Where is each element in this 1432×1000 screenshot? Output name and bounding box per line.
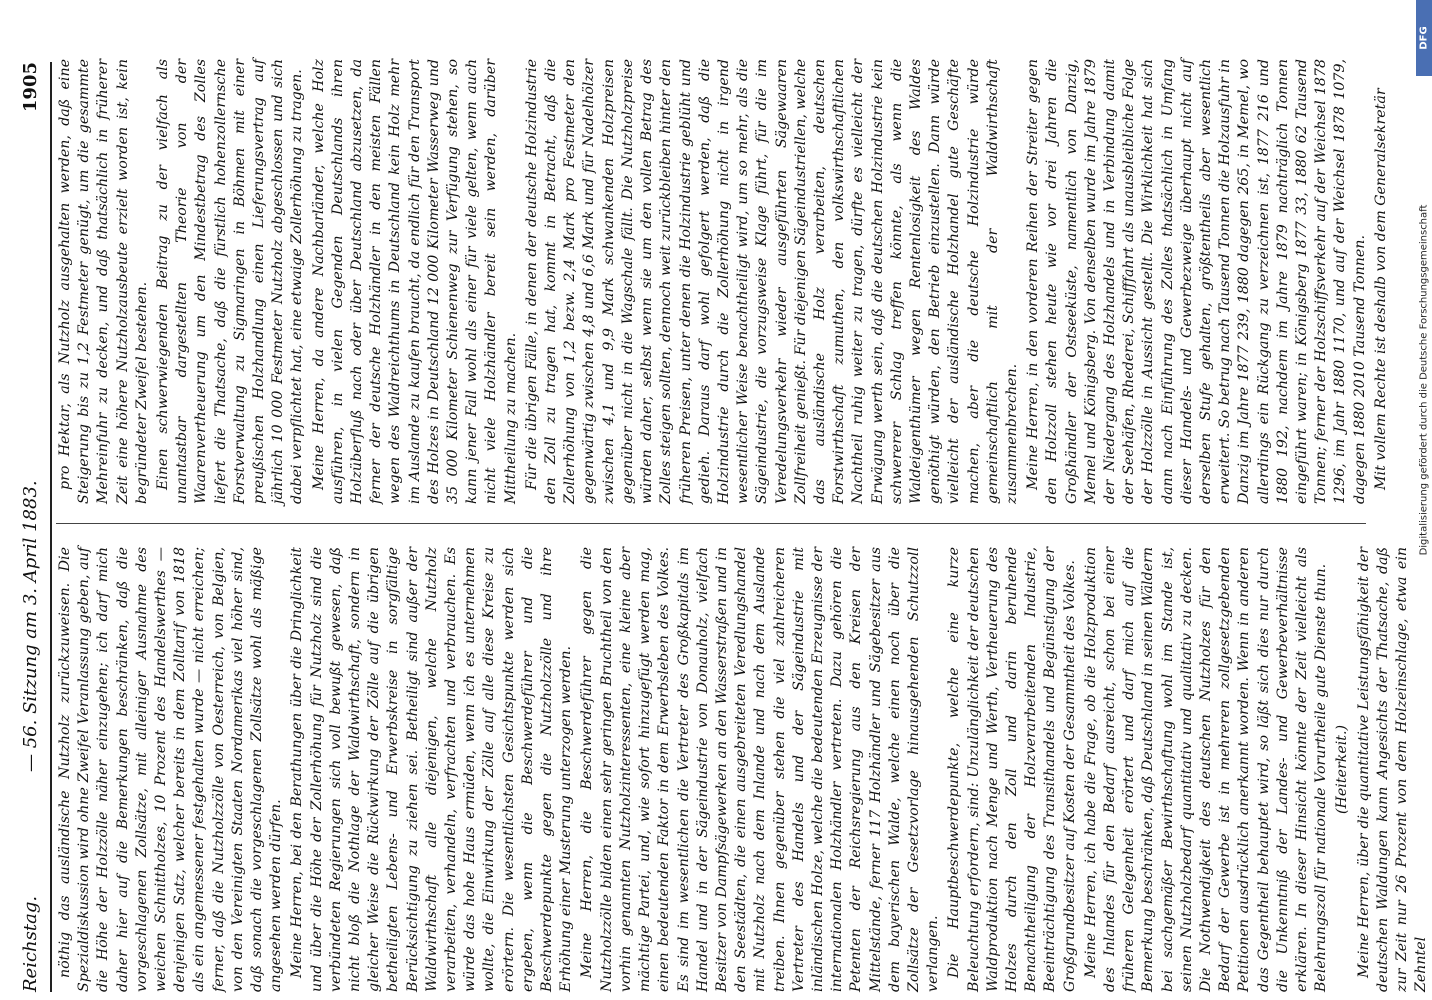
funding-note: [1416, 80, 1432, 680]
paragraph: Meine Herren, bei den Berathungen über die Dringlichkeit und über die Höhe der Zollerhöhung für Nutzholz sind die verbündeten Regierungen sich voll bewußt gewesen, daß nicht bloß die Nothlage der Waldwirthschaft, sondern in gleicher Weise die Rückwirkung der Zölle auf die übrigen betheiligten Lebens- und Erwerbskreise in sorgfältige Berücksichtigung zu ziehen sei. Betheiligt sind außer der Waldwirthschaft alle diejenigen, welche Nutzholz verarbeiten, verhandeln, verfrachten und verbrauchen. Es würde das hohe Haus ermüden, wenn ich es unternehmen wollte, die Einwirkung der Zölle auf alle diese Kreise zu erörtern. Die wesentlichsten Gesichtspunkte werden sich ergeben, wenn die Beschwerdeführer und die Beschwerdepunkte gegen die Nutzholzzölle und ihre Erhöhung einer Musterung unterzogen werden.: [289, 547, 575, 992]
paragraph: nöthig das ausländische Nutzholz zurückzuweisen. Die Spezialdiskussion wird ohne Zweifel Veranlassung geben, auf die Höhe der Holzzölle näher einzugehen; ich darf mich daher hier auf die Bemerkungen beschränken, daß die vorgeschlagenen Zollsätze, mit alleiniger Ausnahme des weichen Schnittholzes, 10 Prozent des Handelswerthes — denjenigen Satz, welcher bereits in dem Zolltarif von 1818 als ein angemessener festgehalten wurde — nicht erreichen; ferner, daß die Nutzholzzölle von Oesterreich, von Belgien, von den Vereinigten Staaten Nordamerikas viel höher sind, daß sonach die vorgeschlagenen Zollsätze wohl als mäßige angesehen werden dürfen.: [57, 547, 285, 992]
text-column-right: [56, 59, 1389, 504]
page-number: 1905: [20, 62, 41, 113]
paragraph: Meine Herren, da andere Nachbarländer, welche Holz ausführen, in vielen Gegenden Deutschlands ihren Holzüberfluß nach oder über Deutschland abzusetzen, da ferner der deutsche Holzhändler in den meisten Fällen wegen des Waldreichthums in Deutschland kein Holz mehr im Auslande zu kaufen braucht, da endlich für den Transport des Holzes in Deutschland 12 000 Kilometer Wasserweg und 35 000 Kilometer Schienenweg zur Verfügung stehen, so kann jener Fall wohl als einer für viele gelten, wenn auch nicht viele Holzhändler bereit sein werden, darüber Mittheilung zu machen.: [310, 59, 519, 504]
interjection: (Heiterkeit.): [1334, 725, 1351, 814]
text-column-left: [56, 547, 1430, 992]
column-divider: [56, 523, 1366, 524]
paragraph: Meine Herren, ich habe die Frage, ob die Holzproduktion des Inlandes für den Bedarf ausreicht, schon bei einer früheren Gelegenheit erörtert und darf mich auf die Bemerkung beschränken, daß Deutschland in seinen Wäldern bei sachgemäßer Bewirthschaftung wohl im Stande ist, seinen Nutzholzbedarf quantitativ und qualitativ zu decken. Die Nothwendigkeit des deutschen Nutzholzes für den Bedarf der Gewerbe ist in mehreren zollgesetzgebenden Petitionen ausdrücklich anerkannt worden. Wenn in anderen das Gegentheil behauptet wird, so läßt sich dies nur durch die Unkenntniß der Landes- und Gewerbeverhältnisse erklären. In dieser Hinsicht könnte der Zeit vielleicht als Belehrungszoll für nationale Vorurtheile gute Dienste thun.: [1082, 547, 1330, 992]
paragraph: Meine Herren, die Beschwerdeführer gegen die Nutzholzzölle bilden einen sehr geringen Bruchtheil von den vorhin genannten Nutzholzinteressenten, eine kleine aber mächtige Partei, und, wie sofort hinzugefügt werden mag, einen bedeutenden Faktor in dem Erwerbsleben des Volkes. Es sind im wesentlichen die Vertreter des Großkapitals im Handel und in der Sägeindustrie von Donauholz, vielfach Besitzer von Dampfsägewerken an den Wasserstraßen und in den Seestädten, die einen ausgebreiteten Veredlungshandel mit Nutzholz nach dem Inlande und nach dem Auslande treiben. Ihnen gegenüber stehen die viel zahlreicheren Vertreter des Handels und der Sägeindustrie mit inländischen Holze, welche die bedeutenden Erzeugnisse der internationalen Holzhändler vertreten. Dazu gehören die Petenten der Reichsregierung aus den Kreisen der Mittelstände, ferner 117 Holzhändler und Sägebesitzer aus dem bayerischen Walde, welche einen noch über die Zollsätze der Gesetzvorlage hinausgehenden Schutzzoll verlangen.: [579, 547, 942, 992]
paragraph: Für die übrigen Fälle, in denen der deutsche Holzindustrie den Zoll zu tragen hat, kommt in Betracht, daß die Zollerhöhung von 1,2 bezw. 2,4 Mark pro Festmeter den gegenwärtig zwischen 4,8 und 6,6 Mark und für Nadelhölzer zwischen 4,1 und 9,9 Mark schwankenden Holzpreisen gegenüber nicht in die Wagschale fällt. Die Nutzholzpreise würden daher, selbst wenn sie um den vollen Betrag des Zolles steigen sollten, dennoch weit zurückbleiben hinter den früheren Preisen, unter denen die Holzindustrie geblüht und gedieh. Daraus darf wohl gefolgert werden, daß die Holzindustrie durch die Zollerhöhung nicht in irgend wesentlicher Weise benachtheiligt wird, um so mehr, als die Sägeindustrie, die vorzugsweise Klage führt, für die im Veredelungsverkehr wieder ausgeführten Sägewaaren Zollfreiheit genießt. Für diejenigen Sägeindustriellen, welche das ausländische Holz verarbeiten, deutschen Forstwirthschaft zumuthen, den volkswirthschaftlichen Nachtheil ruhig weiter zu tragen, dürfte es vielleicht der Erwägung werth sein, daß die deutschen Holzindustrie kein schwererer Schlag treffen könnte, als wenn die Waldeigenthümer wegen Rentenlosigkeit des Waldes genöthigt würden, den Betrieb einzustellen. Dann würde vielleicht der ausländische Holzhandel gute Geschäfte machen, aber die deutsche Holzindustrie würde gemeinschaftlich mit der Waldwirthschaft zusammenbrechen.: [523, 59, 1020, 504]
dfg-logo-text: DFG: [1418, 26, 1430, 50]
header-left: Reichstag.: [20, 895, 41, 992]
paragraph: Die Hauptbeschwerdepunkte, welche eine kurze Beleuchtung erfordern, sind: Unzulänglichkeit der deutschen Waldproduktion nach Menge und Werth, Vertheuerung des Holzes durch den Zoll und darin beruhende Benachtheiligung der Holzverarbeitenden Industrie, Beeinträchtigung des Transithandels und Begünstigung der Großgrundbesitzer auf Kosten der Gesammtheit des Volkes.: [946, 547, 1078, 992]
paragraph: Meine Herren, in den vorderen Reihen der Streiter gegen den Holzzoll stehen heute wie vor drei Jahren die Großhändler der Ostseeküste, namentlich von Danzig, Memel und Königsberg. Von denselben wurde im Jahre 1879 der Niedergang des Holzhandels und in Verbindung damit der Seehäfen, Rhederei, Schifffahrt als unausbleibliche Folge der Holzzölle in Aussicht gestellt. Die Wirklichkeit hat sich dann nach Einführung des Zolles thatsächlich in Umfang dieser Handels- und Gewerbezweige überhaupt nicht auf derselben Stufe gehalten, größtentheils aber wesentlich erweitert. So betrug nach Tausend Tonnen die Holzausfuhr in Danzig im Jahre 1877 239, 1880 dagegen 265, in Memel, wo allerdings ein Rückgang zu verzeichnen ist, 1877 216 und 1880 192, nachdem im Jahre 1879 nachträglich Tonnen eingeführt waren; in Königsberg 1877 33, 1880 62 Tausend Tonnen; ferner der Holzschiffsverkehr auf der Weichsel 1878 1296, im Jahr 1880 1170, und auf der Weichsel 1878 1079, dagegen 1880 2010 Tausend Tonnen.: [1025, 59, 1368, 504]
paragraph: Einen schwerwiegenden Beitrag zu der vielfach als unantastbar dargestellten Theorie von der Waarenvertheuerung um den Mindestbetrag des Zolles liefert die Thatsache, daß die fürstlich hohenzollernsche Forstverwaltung zu Sigmaringen in Böhmen mit einer preußischen Holzhandlung einen Lieferungsvertrag auf jährlich 10 000 Festmeter Nutzholz abgeschlossen und sich dabei verpflichtet hat, eine etwaige Zollerhöhung zu tragen.: [155, 59, 306, 504]
paragraph: Meine Herren, über die quantitative Leistungsfähigkeit der deutschen Waldungen kann Angesichts der Thatsache, daß zur Zeit nur 26 Prozent von dem Holzeinschlage, etwa ein Zehntel: [1355, 547, 1430, 992]
header-center: — 56. Sitzung am 3. April 1883.: [20, 480, 41, 772]
dfg-logo: [1416, 0, 1432, 76]
paragraph: Mit vollem Rechte ist deshalb von dem Generalsekretär: [1372, 88, 1389, 490]
paragraph: pro Hektar, als Nutzholz ausgehalten werden, daß eine Steigerung bis zu 1,2 Festmeter genügt, um die gesammte Mehreinfuhr zu decken, und daß thatsächlich in früherer Zeit eine höhere Nutzholzausbeute erzielt worden ist, kein begründeter Zweifel bestehen.: [57, 59, 150, 504]
funding-note-text: Digitalisierung gefördert durch die Deutsche Forschungsgemeinschaft: [1418, 204, 1430, 556]
page-header: [16, 62, 52, 992]
